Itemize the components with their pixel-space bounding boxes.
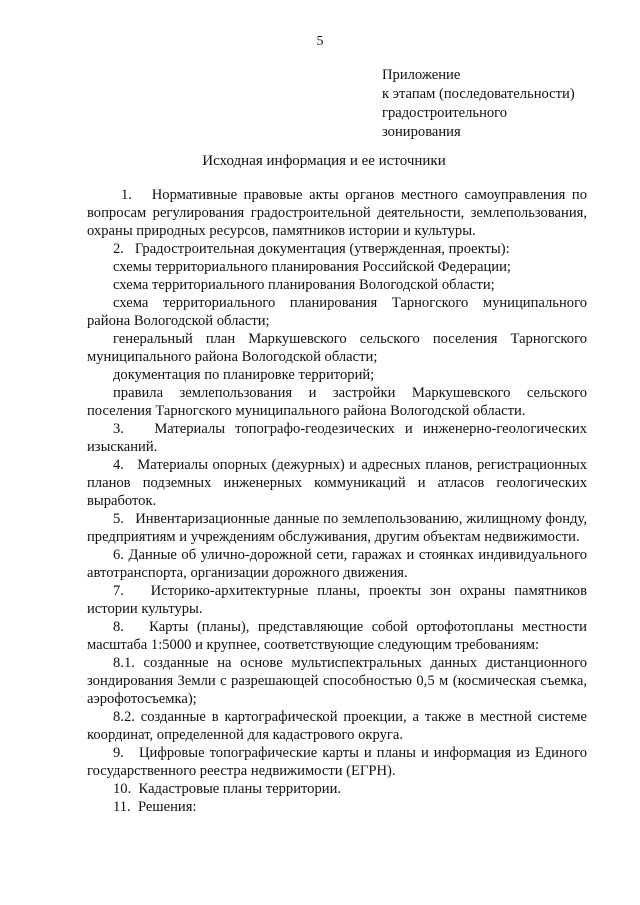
list-item: правила землепользования и застройки Маркушевского сельского поселения Тарногского муниципального района Вологодской области. — [87, 385, 587, 419]
paragraph-item-8-2: 8.2. созданные в картографической проекции, а также в местной системе координат, определенной для кадастрового округа. — [87, 709, 587, 743]
paragraph-item-8: 8. Карты (планы), представляющие собой ортофотопланы местности масштаба 1:5000 и крупнее, соответствующие следующим требованиям: — [87, 619, 587, 653]
paragraph-item-6: 6. Данные об улично-дорожной сети, гаражах и стоянках индивидуального автотранспорта, организации дорожного движения. — [87, 547, 587, 581]
paragraph-item-2: 2. Градостроительная документация (утвержденная, проекты): — [113, 241, 510, 257]
document-title: Исходная информация и ее источники — [202, 153, 446, 169]
paragraph-item-7: 7. Историко-архитектурные планы, проекты зон охраны памятников истории культуры. — [87, 583, 587, 617]
appendix-header — [382, 66, 622, 142]
paragraph-item-11: 11. Решения: — [113, 799, 197, 815]
paragraph-item-8-1: 8.1. созданные на основе мультиспектральных данных дистанционного зондирования Земли с разрешающей способностью 0,5 м (космическая съемка, аэрофотосъемка); — [87, 655, 587, 707]
list-item: документация по планировке территорий; — [113, 367, 375, 383]
appendix-line: зонирования — [382, 124, 461, 140]
page-number: 5 — [316, 34, 324, 49]
list-item: схема территориального планирования Тарногского муниципального района Вологодской области; — [87, 295, 587, 329]
list-item: генеральный план Маркушевского сельского поселения Тарногского муниципального района Вологодской области; — [87, 331, 587, 365]
paragraph-item-3: 3. Материалы топографо-геодезических и инженерно-геологических изысканий. — [87, 421, 587, 455]
list-item: схемы территориального планирования Российской Федерации; — [113, 259, 511, 275]
paragraph-item-5: 5. Инвентаризационные данные по землепользованию, жилищному фонду, предприятиям и учреждениям обслуживания, другим объектам недвижимости. — [87, 511, 587, 545]
paragraph-item-4: 4. Материалы опорных (дежурных) и адресных планов, регистрационных планов подземных инженерных коммуникаций и атласов геологических выработок. — [87, 457, 587, 509]
paragraph-item-9: 9. Цифровые топографические карты и планы и информация из Единого государственного реестра недвижимости (ЕГРН). — [87, 745, 587, 779]
list-item: схема территориального планирования Вологодской области; — [113, 277, 495, 293]
paragraph-item-10: 10. Кадастровые планы территории. — [113, 781, 342, 797]
appendix-line: к этапам (последовательности) — [382, 86, 575, 102]
document-body — [87, 186, 587, 816]
appendix-line: Приложение — [382, 67, 461, 83]
paragraph-item-1: 1. Нормативные правовые акты органов местного самоуправления по вопросам регулирования градостроительной деятельности, землепользования, охраны природных ресурсов, памятников истории и культуры. — [87, 187, 587, 239]
appendix-line: градостроительного — [382, 105, 508, 121]
